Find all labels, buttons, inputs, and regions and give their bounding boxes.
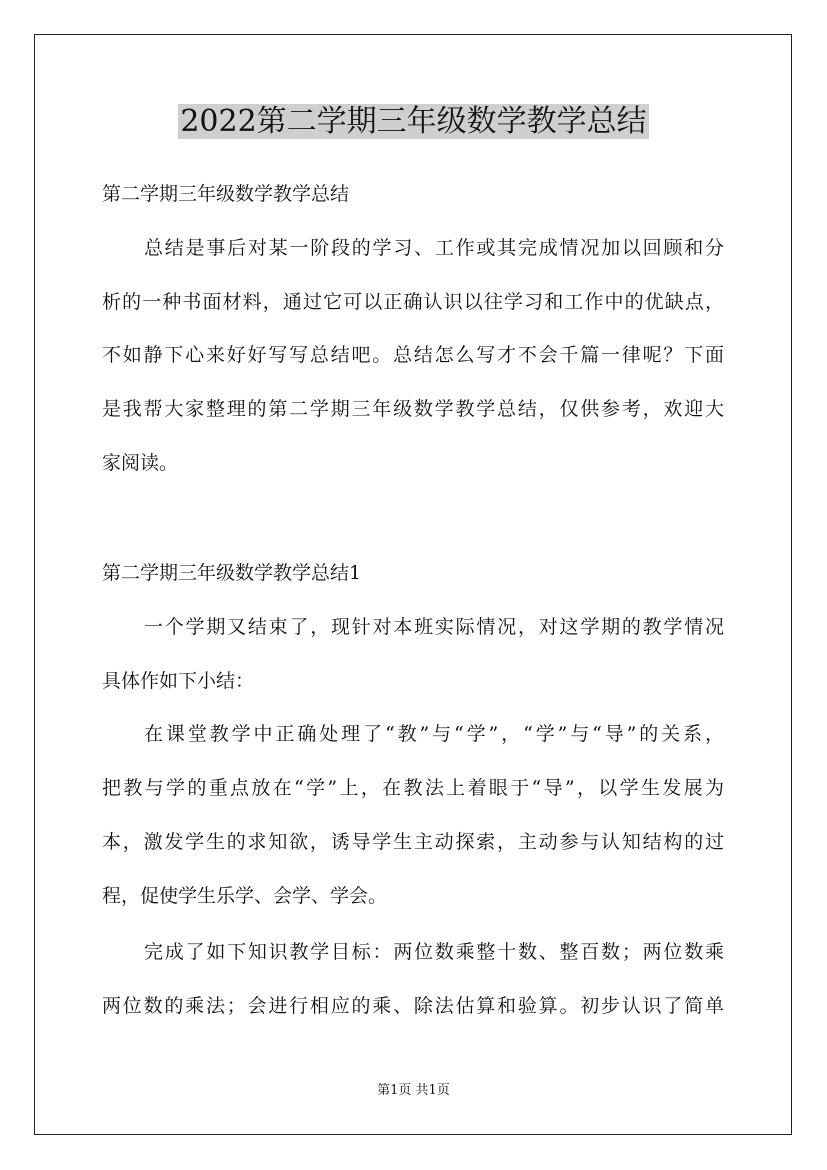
paragraph-line: 本，激发学生的求知欲，诱导学生主动探索，主动参与认知结构的过	[102, 831, 724, 853]
section-heading: 第二学期三年级数学教学总结	[102, 183, 350, 205]
document-title	[0, 100, 827, 144]
paragraph-line: 在课堂教学中正确处理了“教”与“学”，“学”与“导”的关系，	[144, 723, 724, 745]
paragraph-line: 完成了如下知识教学目标：两位数乘整十数、整百数；两位数乘	[144, 941, 724, 963]
document-title-text: 2022第二学期三年级数学教学总结	[180, 104, 647, 139]
intro-line: 是我帮大家整理的第二学期三年级数学教学总结，仅供参考，欢迎大	[102, 398, 724, 420]
paragraph-line: 具体作如下小结：	[102, 670, 255, 692]
paragraph-line: 把教与学的重点放在“学”上，在教法上着眼于“导”，以学生发展为	[102, 777, 724, 799]
page-number-footer: 第1页 共1页	[377, 1083, 450, 1098]
section-heading: 第二学期三年级数学教学总结1	[102, 562, 362, 584]
intro-line: 总结是事后对某一阶段的学习、工作或其完成情况加以回顾和分	[144, 237, 724, 259]
paragraph-line: 程，促使学生乐学、会学、学会。	[102, 885, 388, 907]
intro-line: 析的一种书面材料，通过它可以正确认识以往学习和工作中的优缺点，	[102, 291, 724, 313]
intro-line: 家阅读。	[102, 452, 179, 474]
intro-line: 不如静下心来好好写写总结吧。总结怎么写才不会千篇一律呢？下面	[102, 344, 724, 366]
paragraph-line: 一个学期又结束了，现针对本班实际情况，对这学期的教学情况	[144, 616, 724, 638]
paragraph-line: 两位数的乘法；会进行相应的乘、除法估算和验算。初步认识了简单	[102, 995, 724, 1017]
